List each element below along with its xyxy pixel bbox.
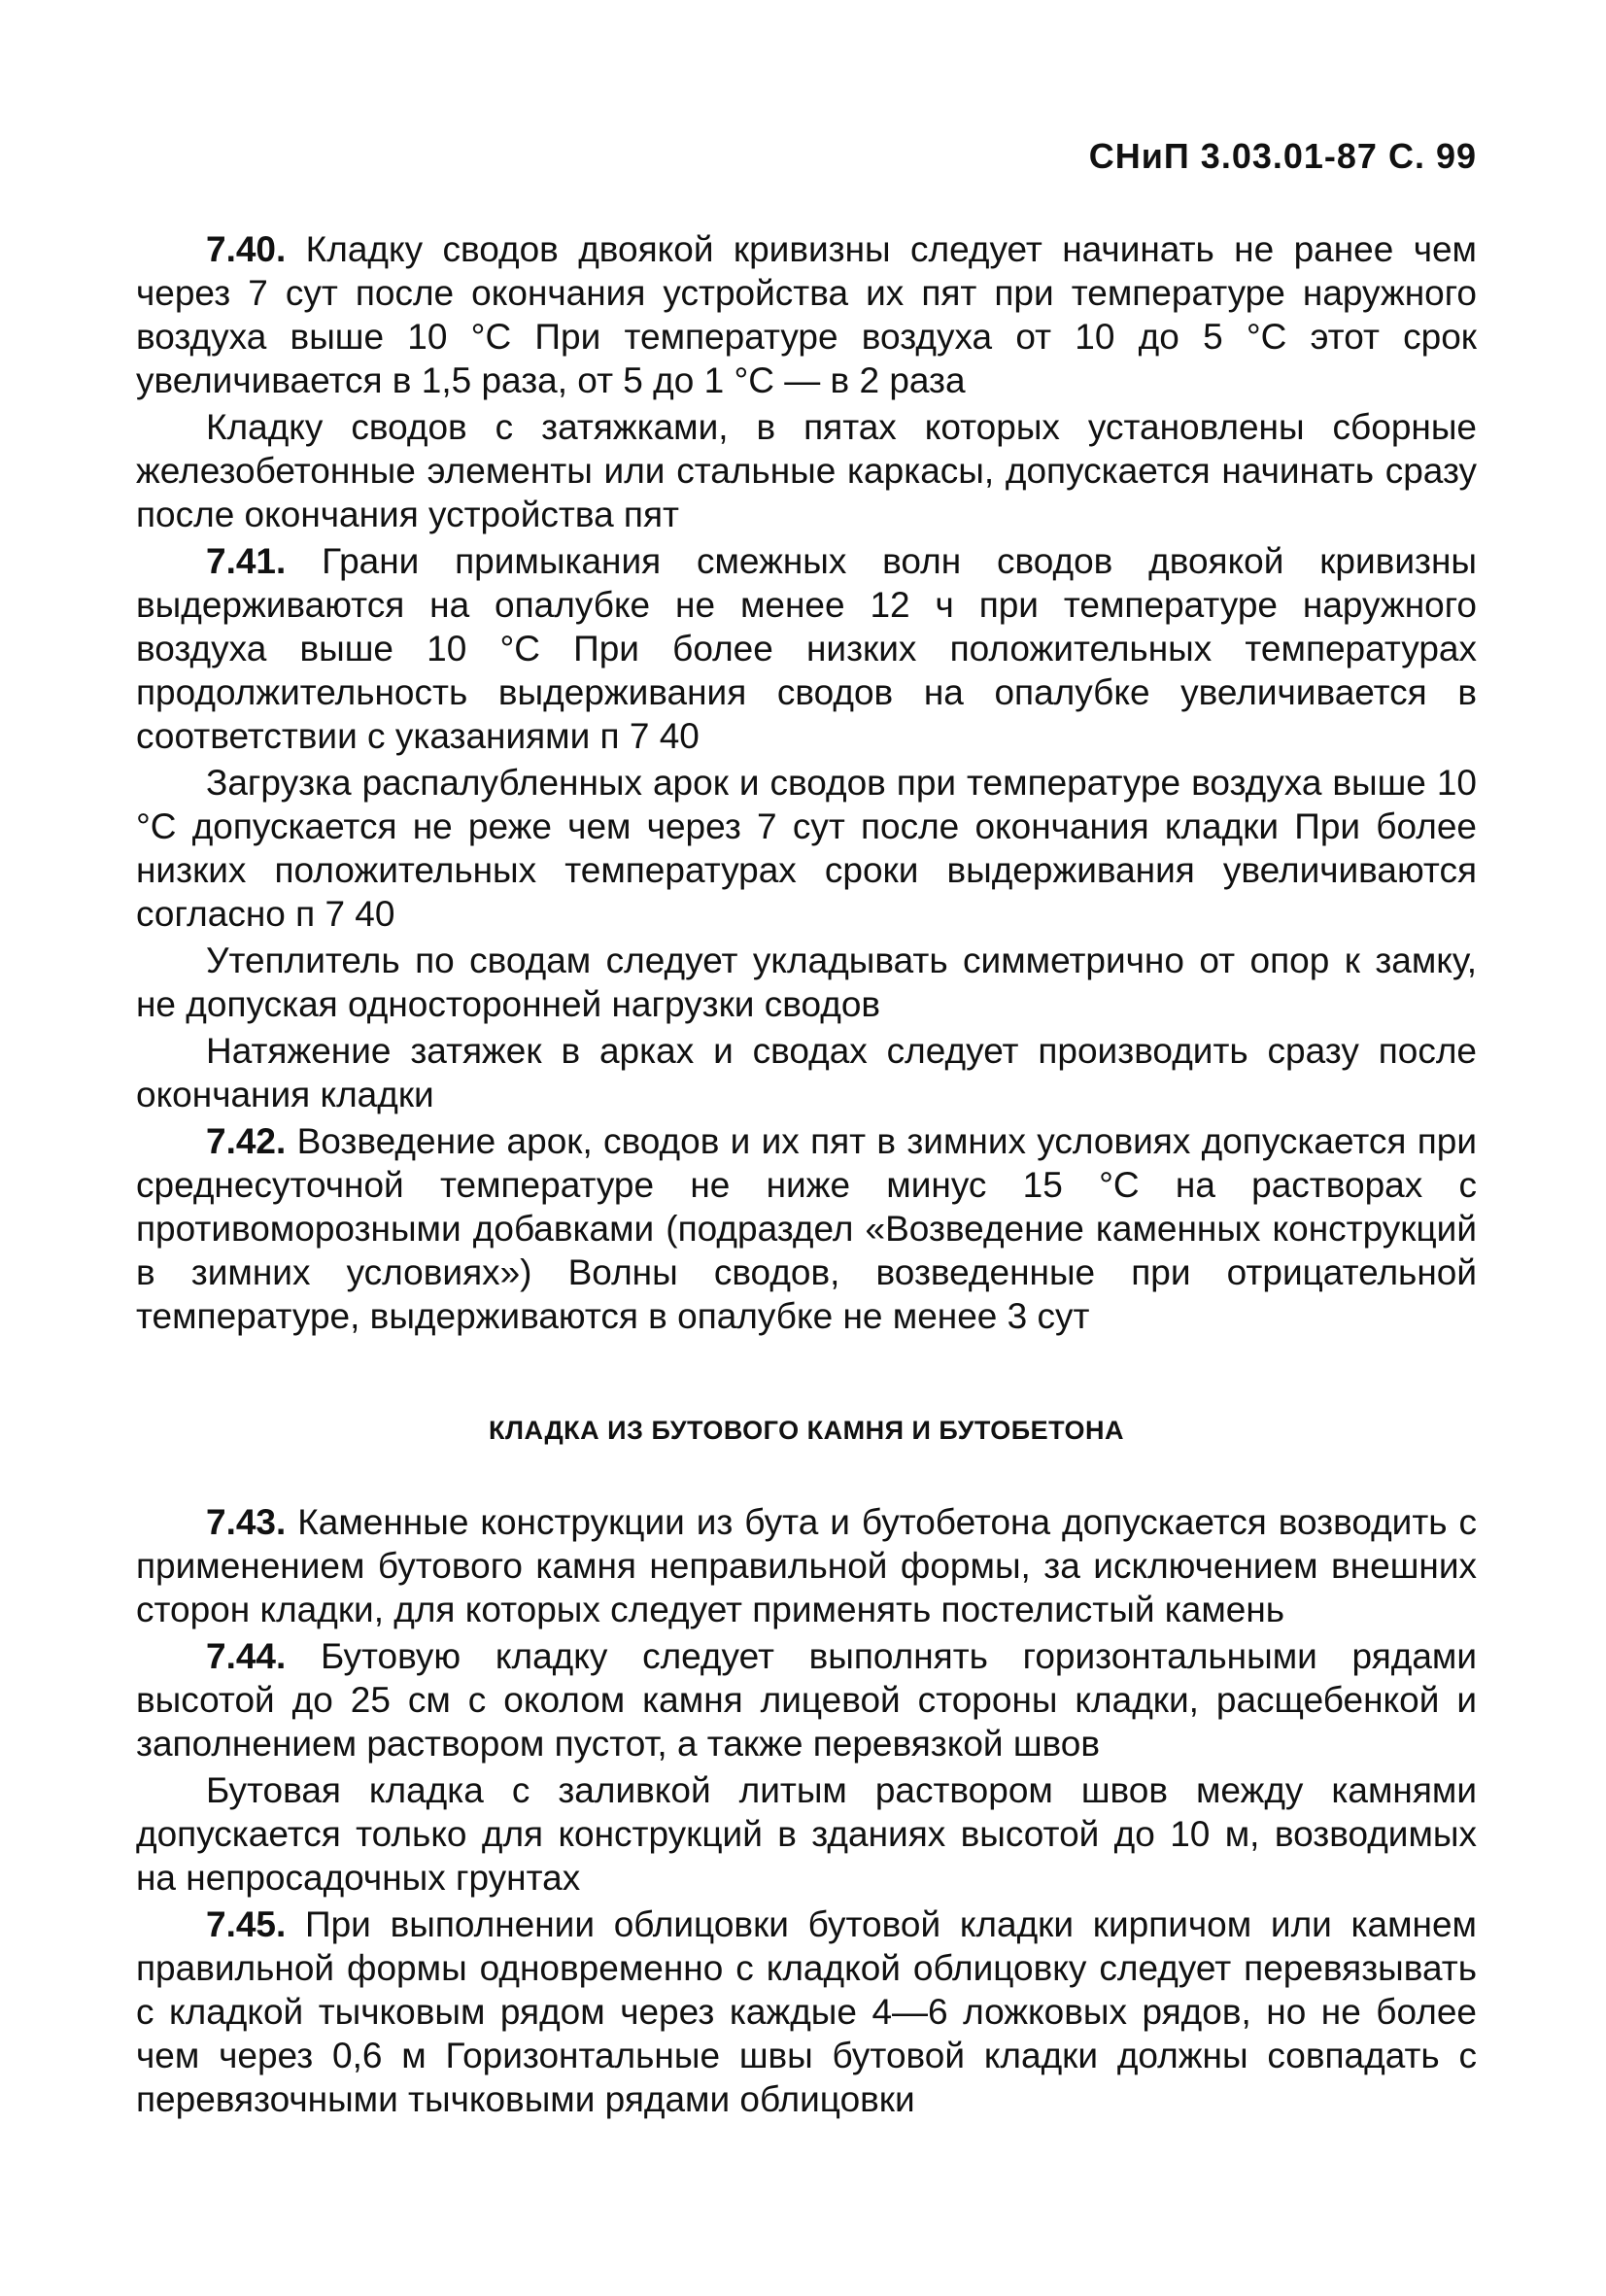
paragraph-text: Грани примыкания смежных волн сводов двоякой кривизны выдерживаются на опалубке не менее 12 ч при температуре наружного воздуха выше 10 °С При более низких положительных температурах продолжительность выдерживания сводов на опалубке увеличивается в соответствии с указаниями п 7 40 (136, 541, 1477, 756)
paragraph-text: Бутовая кладка с заливкой литым раствором швов между камнями допускается только для конструкций в зданиях высотой до 10 м, возводимых на непросадочных грунтах (136, 1770, 1477, 1898)
paragraphs-bottom (136, 1500, 1477, 2121)
paragraph-text: При выполнении облицовки бутовой кладки кирпичом или камнем правильной формы одновременно с кладкой облицовку следует перевязывать с кладкой тычковым рядом через каждые 4—6 ложковых рядов, но не более чем через 0,6 м Горизонтальные швы бутовой кладки должны совпадать с перевязочными тычковыми рядами облицовки (136, 1904, 1477, 2119)
clause-number: 7.45. (206, 1904, 287, 1944)
paragraph-text: Кладку сводов с затяжками, в пятах которых установлены сборные железобетонные элементы или стальные каркасы, допускается начинать сразу после окончания устройства пят (136, 407, 1477, 534)
paragraph-text: Каменные конструкции из бута и бутобетона допускается возводить с применением бутового камня неправильной формы, за исключением внешних сторон кладки, для которых следует применять постелистый камень (136, 1502, 1477, 1629)
paragraph-7-40 (136, 227, 1477, 402)
paragraph-text: Натяжение затяжек в арках и сводах следует производить сразу после окончания кладки (136, 1031, 1477, 1114)
paragraph-text: Возведение арок, сводов и их пят в зимних условиях допускается при среднесуточной температуре не ниже минус 15 °С на растворах с противоморозными добавками (подраздел «Возведение каменных конструкций в зимних условиях») Волны сводов, возведенные при отрицательной температуре, выдерживаются в опалубке не менее 3 сут (136, 1121, 1477, 1336)
paragraph-text: Кладку сводов двоякой кривизны следует начинать не ранее чем через 7 сут после окончания устройства их пят при температуре наружного воздуха выше 10 °С При температуре воздуха от 10 до 5 °С этот срок увеличивается в 1,5 раза, от 5 до 1 °С — в 2 раза (136, 229, 1477, 400)
clause-number: 7.44. (206, 1636, 287, 1676)
paragraph-7-43 (136, 1500, 1477, 1631)
paragraph-7-41-cont-1 (136, 761, 1477, 936)
paragraph-7-41-cont-3 (136, 1029, 1477, 1116)
paragraph-7-40-cont (136, 405, 1477, 536)
page-header: СНиП 3.03.01-87 С. 99 (1088, 136, 1477, 176)
paragraph-7-41-cont-2 (136, 939, 1477, 1026)
section-title: КЛАДКА ИЗ БУТОВОГО КАМНЯ И БУТОБЕТОНА (489, 1416, 1124, 1445)
clause-number: 7.40. (206, 229, 287, 269)
paragraph-7-41 (136, 539, 1477, 758)
clause-number: 7.42. (206, 1121, 287, 1161)
paragraph-text: Загрузка распалубленных арок и сводов при температуре воздуха выше 10 °С допускается не реже чем через 7 сут после окончания кладки При более низких положительных температурах сроки выдерживания увеличиваются согласно п 7 40 (136, 763, 1477, 934)
paragraphs-top (136, 227, 1477, 1338)
paragraph-text: Утеплитель по сводам следует укладывать симметрично от опор к замку, не допуская односторонней нагрузки сводов (136, 941, 1477, 1024)
document-page (136, 136, 1477, 2124)
paragraph-7-44-cont (136, 1768, 1477, 1900)
paragraph-7-42 (136, 1119, 1477, 1338)
clause-number: 7.41. (206, 541, 287, 581)
paragraph-7-44 (136, 1634, 1477, 1765)
paragraph-text: Бутовую кладку следует выполнять горизонтальными рядами высотой до 25 см с околом камня лицевой стороны кладки, расщебенкой и заполнением раствором пустот, а также перевязкой швов (136, 1636, 1477, 1764)
paragraph-7-45 (136, 1902, 1477, 2121)
clause-number: 7.43. (206, 1502, 287, 1542)
